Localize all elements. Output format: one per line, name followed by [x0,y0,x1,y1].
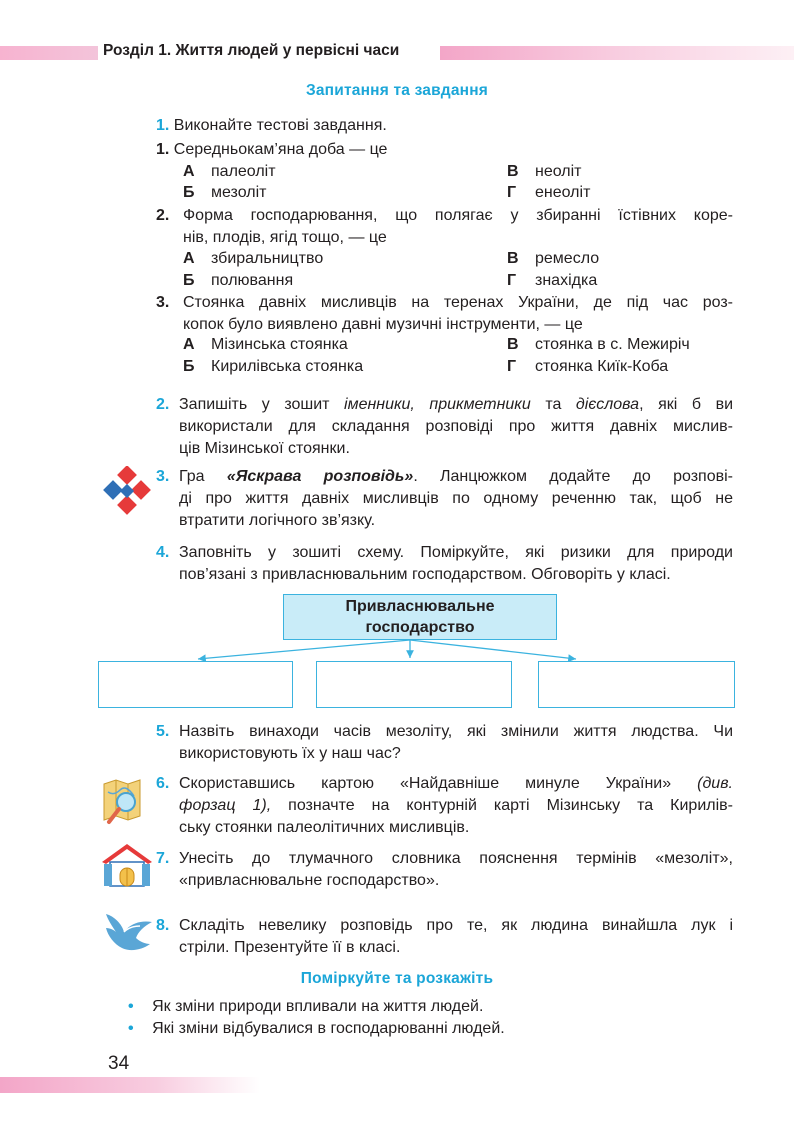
bullet-item: • Які зміни відбувалися в господарюванні людей. [128,1020,505,1037]
task-1 [156,115,387,137]
option-letter: Г [507,184,517,201]
question-3-number: 3. [156,294,170,311]
page-number: 34 [108,1053,130,1074]
task-3-number: 3. [156,468,170,485]
task-text: Виконайте тестові завдання. [173,117,387,134]
option-a: А збиральництво [183,250,324,267]
option-letter: В [507,163,519,180]
header-band-left [0,46,98,60]
option-letter: А [183,163,195,180]
chapter-title: Розділ 1. Життя людей у первісні часи [103,42,400,59]
footer-band [0,1077,260,1093]
task-6-number: 6. [156,775,170,792]
option-a: А Мізинська стоянка [183,336,348,353]
task-4-text: Заповніть у зошиті схему. Поміркуйте, які ризики для природи пов’язані з привласнювальним господарством. Обговоріть у класі. [179,544,733,583]
dove-icon [100,906,158,954]
option-text: палеоліт [211,163,276,180]
option-b: Б полювання [183,272,294,289]
option-text: мезоліт [211,184,267,201]
bullet-icon: • [128,1020,134,1037]
task-3-text: Гра «Яскрава розповідь». Ланцюжком додайте до розпові- ді про життя давніх мисливців по одному реченню так, щоб не втратити логічного зв’язку. [179,468,733,529]
option-text: неоліт [535,163,582,180]
header-band-right [440,46,794,60]
section-heading-questions: Запитання та завдання [305,82,489,99]
group-work-icon [98,466,158,516]
question-3-text: Стоянка давніх мисливців на теренах України, де під час роз- копок було виявлено давні музичні інструменти, — це [183,294,733,333]
task-8-number: 8. [156,917,170,934]
option-g [507,182,590,204]
question-number: 1. [156,141,170,158]
task-5-text: Назвіть винаходи часів мезоліту, які змінили життя людства. Чи використовують їх у наш час? [179,723,733,762]
task-7-text: Унесіть до тлумачного словника пояснення термінів «мезоліт», «привласнювальне господарство». [179,850,733,889]
question-2-text: Форма господарювання, що полягає у збиранні їстівних коре- нів, плодів, ягід тощо, — це [183,207,733,246]
task-number: 1. [156,117,170,134]
task-2-text: Запишіть у зошит іменники, прикметники та дієслова, які б ви використали для складання розповіді про життя давніх мислив- ців Мізинської стоянки. [179,396,734,457]
question-text: Середньокам’яна доба — це [173,141,388,158]
diagram-empty-box-1 [98,661,293,708]
option-b: Б Кирилівська стоянка [183,358,364,375]
section-heading-discuss: Поміркуйте та розкажіть [300,970,494,987]
task-8-text: Складіть невелику розповідь про те, як людина винайшла лук і стріли. Презентуйте її в класі. [179,917,733,956]
task-5-number: 5. [156,723,170,740]
diagram-empty-box-3 [538,661,735,708]
question-1 [156,139,387,161]
option-v [507,161,582,183]
diagram-root-box: Привласнювальне господарство [283,594,557,640]
option-b [183,182,266,204]
option-v: В ремесло [507,250,600,267]
map-magnifier-icon [100,778,152,828]
option-letter: Б [183,184,195,201]
diagram-empty-box-2 [316,661,512,708]
option-v: В стоянка в с. Межиріч [507,336,690,353]
home-task-icon [100,842,154,888]
option-text: енеоліт [535,184,591,201]
question-2-number: 2. [156,207,170,224]
task-6-text: Скориставшись картою «Найдавніше минуле України» (див. форзац 1), позначте на контурній карті Мізинську та Кирилів- ську стоянки палеолітичних мисливців. [179,775,733,836]
option-g: Г знахідка [507,272,598,289]
task-2-number: 2. [156,396,170,413]
bullet-item: • Як зміни природи впливали на життя людей. [128,998,484,1015]
bullet-icon: • [128,998,134,1015]
task-4-number: 4. [156,544,170,561]
option-a [183,161,276,183]
option-g: Г стоянка Киїк-Коба [507,358,669,375]
task-7-number: 7. [156,850,170,867]
